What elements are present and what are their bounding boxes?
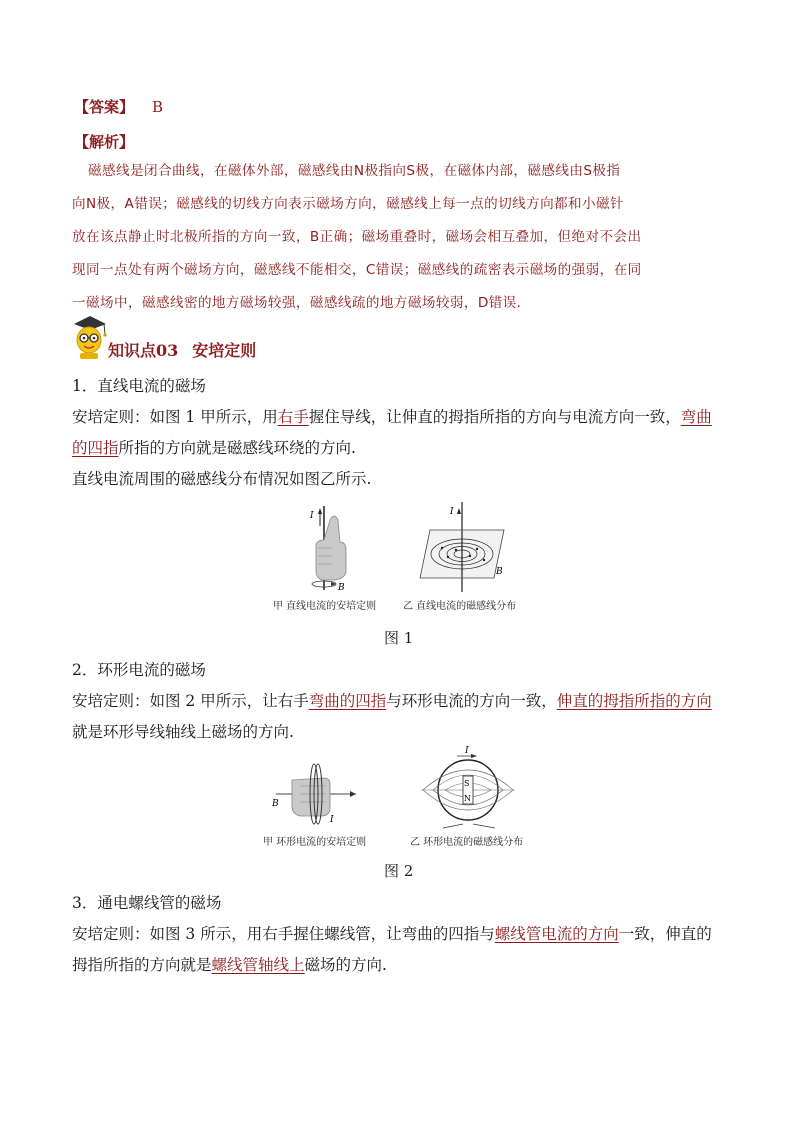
knowledge-point-number: 知识点03	[108, 341, 179, 360]
analysis-line: 向N极，A错误；磁感线的切线方向表示磁场方向，磁感线上每一点的切线方向都和小磁针	[72, 196, 625, 212]
figure1-label: 图 1	[384, 629, 414, 647]
text-run: 所指的方向就是磁感线环绕的方向.	[118, 439, 356, 457]
label-field: B	[272, 799, 279, 809]
text-run: 安培定则：如图 3 所示，用右手握住螺线管，让弯曲的四指与	[72, 925, 495, 943]
label-field: B	[338, 583, 345, 592]
key-phrase: 右手	[277, 408, 309, 426]
label-current: I	[465, 746, 469, 756]
key-phrase: 伸直的拇指所指的方向	[556, 692, 712, 710]
label-south: S	[464, 779, 470, 788]
key-phrase: 螺线管轴线上	[211, 956, 305, 974]
figure1-left-illustration	[300, 502, 380, 592]
figure1-right-illustration	[412, 500, 512, 595]
figure2-left-caption: 甲 环形电流的安培定则	[263, 837, 367, 848]
knowledge-point-title	[108, 338, 256, 361]
section-paragraph: 直线电流周围的磁感线分布情况如图乙所示.	[72, 470, 372, 488]
text-run: 与环形电流的方向一致，	[386, 692, 557, 710]
section-paragraph	[72, 953, 387, 975]
section-paragraph	[72, 436, 356, 458]
knowledge-point-name: 安培定则	[192, 341, 257, 360]
key-phrase: 螺线管电流的方向	[494, 925, 619, 943]
figure1-left-caption: 甲 直线电流的安培定则	[273, 601, 377, 612]
section-paragraph	[72, 689, 712, 711]
analysis-line: 磁感线是闭合曲线，在磁体外部，磁感线由N极指向S极，在磁体内部，磁感线由S极指	[88, 163, 621, 179]
analysis-label: 【解析】	[74, 133, 135, 151]
section-heading: 1．直线电流的磁场	[72, 377, 206, 395]
key-phrase: 弯曲的四指	[308, 692, 387, 710]
answer-label: 【答案】	[74, 98, 135, 116]
answer-value: B	[152, 98, 164, 116]
text-run: 握住导线，让伸直的拇指所指的方向与电流方向一致，	[308, 408, 681, 426]
analysis-line: 现同一点处有两个磁场方向，磁感线不能相交，C错误；磁感线的疏密表示磁场的强弱，在同	[72, 262, 642, 278]
label-current: I	[450, 507, 454, 517]
answer-row	[74, 96, 163, 117]
label-field: B	[496, 567, 503, 577]
figure2-right-illustration	[413, 744, 523, 834]
scholar-mascot-icon	[70, 312, 110, 360]
label-current: I	[310, 511, 314, 521]
analysis-line: 放在该点静止时北极所指的方向一致，B正确；磁场重叠时，磁场会相互叠加，但绝对不会出	[72, 229, 642, 245]
text-run: 安培定则：如图 1 甲所示，用	[72, 408, 278, 426]
key-phrase: 弯曲	[680, 408, 712, 426]
text-run: 磁场的方向.	[304, 956, 387, 974]
section-heading: 3．通电螺线管的磁场	[72, 894, 222, 912]
section-paragraph	[72, 922, 712, 944]
section-heading: 2．环形电流的磁场	[72, 661, 206, 679]
text-run: 安培定则：如图 2 甲所示，让右手	[72, 692, 309, 710]
figure1-right-caption: 乙 直线电流的磁感线分布	[403, 601, 517, 612]
section-paragraph: 就是环形导线轴线上磁场的方向.	[72, 723, 294, 741]
figure2-label: 图 2	[384, 862, 414, 880]
label-north: N	[464, 794, 471, 803]
text-run: 拇指所指的方向就是	[72, 956, 212, 974]
figure2-left-illustration	[270, 752, 360, 832]
label-current: I	[330, 815, 334, 825]
section-paragraph	[72, 405, 712, 427]
figure2-right-caption: 乙 环形电流的磁感线分布	[410, 837, 524, 848]
analysis-line: 一磁场中，磁感线密的地方磁场较强，磁感线疏的地方磁场较弱，D错误.	[72, 295, 522, 311]
text-run: 一致，伸直的	[618, 925, 712, 943]
key-phrase: 的四指	[72, 439, 119, 457]
